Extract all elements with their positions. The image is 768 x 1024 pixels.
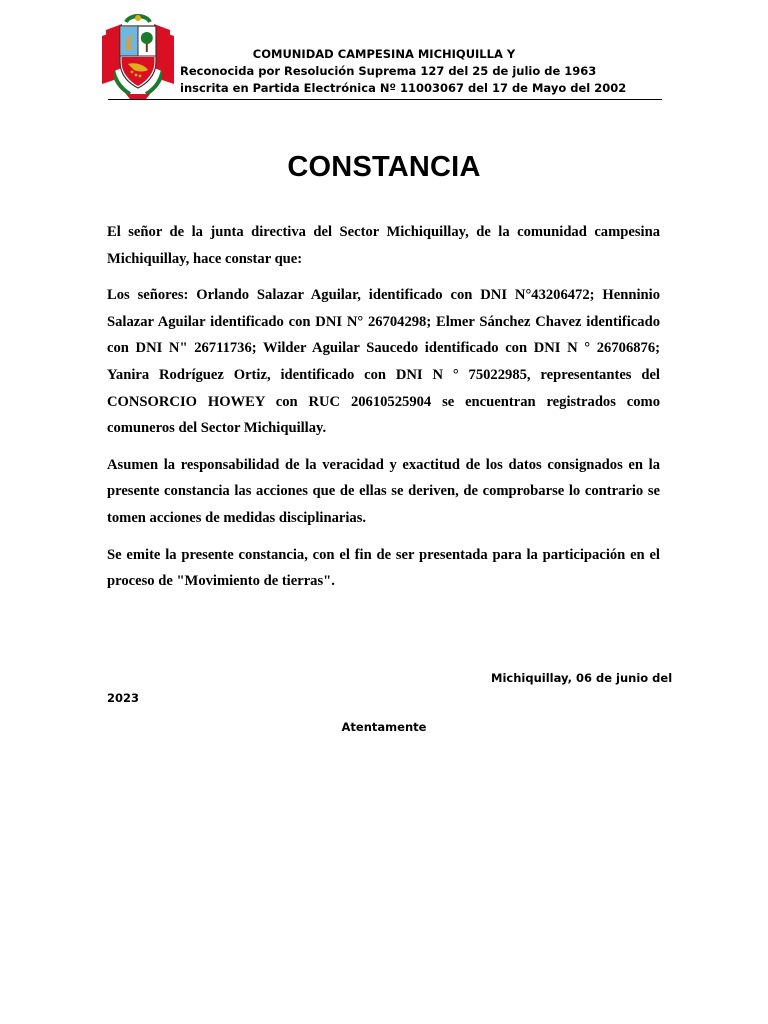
closing-salutation: Atentamente — [341, 720, 427, 734]
header-divider — [108, 99, 662, 100]
document-body — [107, 219, 660, 605]
paragraph: Los señores: Orlando Salazar Aguilar, identificado con DNI N°43206472; Henninio Salazar Aguilar identificado con DNI N° 26704298; Elmer Sánchez Chavez identificado con DNI N" 26711736; Wilder Aguilar Saucedo identificado con DNI N ° 26706876; Yanira Rodríguez Ortiz, identificado con DNI N ° 75022985, representantes del CONSORCIO HOWEY con RUC 20610525904 se encuentran registrados como comuneros del Sector Michiquillay. — [107, 287, 660, 437]
institution-header — [180, 46, 627, 97]
header-line-3: inscrita en Partida Electrónica Nº 11003067 del 17 de Mayo del 2002 — [180, 81, 627, 95]
paragraph: Se emite la presente constancia, con el fin de ser presentada para la participación en el proceso de "Movimiento de tierras". — [107, 546, 660, 590]
header-line-1: COMUNIDAD CAMPESINA MICHIQUILLA Y — [252, 47, 516, 61]
document-title: CONSTANCIA — [287, 151, 481, 183]
date-year: 2023 — [107, 691, 140, 705]
header-line-2: Reconocida por Resolución Suprema 127 del 25 de julio de 1963 — [180, 64, 597, 78]
date-place: Michiquillay, 06 de junio del — [491, 671, 673, 685]
paragraph: El señor de la junta directiva del Sector Michiquillay, de la comunidad campesina Michiquillay, hace constar que: — [107, 224, 660, 267]
date-line — [107, 668, 673, 708]
paragraph: Asumen la responsabilidad de la veracidad y exactitud de los datos consignados en la presente constancia las acciones que de ellas se deriven, de comprobarse lo contrario se tomen acciones de medidas disciplinarias. — [107, 456, 660, 526]
peru-coat-of-arms-icon — [100, 10, 176, 100]
